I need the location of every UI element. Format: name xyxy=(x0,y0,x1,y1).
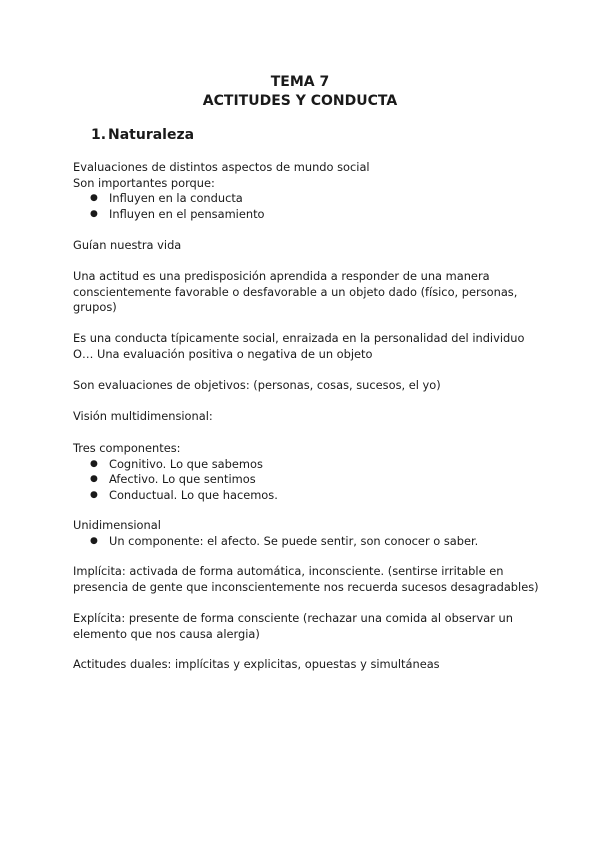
text-line: Unidimensional xyxy=(73,518,161,532)
paragraph-guian xyxy=(73,238,533,254)
paragraph-duales xyxy=(73,657,533,673)
list-item xyxy=(73,488,533,504)
list-item xyxy=(73,207,533,223)
text-line: Son evaluaciones de objetivos: (personas, cosas, sucesos, el yo) xyxy=(73,378,441,392)
bullet-icon: ● xyxy=(90,208,98,219)
bullet-icon: ● xyxy=(90,535,98,546)
text-line: elemento que nos causa alergia) xyxy=(73,626,260,641)
paragraph-explicita xyxy=(73,611,533,642)
text-line: Son importantes porque: xyxy=(73,175,215,190)
paragraph-intro xyxy=(73,160,533,222)
bullet-list xyxy=(73,191,533,222)
list-item-text: Cognitivo. Lo que sabemos xyxy=(109,456,263,471)
paragraph-implicita xyxy=(73,564,539,595)
paragraph-unidimensional xyxy=(73,518,533,549)
paragraph-conducta xyxy=(73,331,533,362)
list-item xyxy=(73,457,533,473)
bullet-list xyxy=(73,534,533,550)
document-title-line1: TEMA 7 xyxy=(270,74,330,90)
text-line: Evaluaciones de distintos aspectos de mundo social xyxy=(73,160,370,174)
text-line: Es una conducta típicamente social, enraizada en la personalidad del individuo xyxy=(73,331,525,345)
list-item-text: Conductual. Lo que hacemos. xyxy=(109,487,278,502)
bullet-icon: ● xyxy=(90,193,98,204)
text-line: Explícita: presente de forma consciente (rechazar una comida al observar un xyxy=(73,611,513,625)
paragraph-vision xyxy=(73,409,533,425)
text-line: Actitudes duales: implícitas y explicitas, opuestas y simultáneas xyxy=(73,657,440,671)
list-item xyxy=(73,472,533,488)
text-line: presencia de gente que inconscientemente nos recuerda sucesos desagradables) xyxy=(73,579,539,594)
bullet-icon: ● xyxy=(90,489,98,500)
list-item xyxy=(73,534,533,550)
list-item-text: Un componente: el afecto. Se puede sentir, son conocer o saber. xyxy=(109,533,479,548)
bullet-icon: ● xyxy=(90,474,98,485)
list-item-text: Afectivo. Lo que sentimos xyxy=(109,472,256,487)
section-heading xyxy=(91,126,194,144)
text-line: conscientemente favorable o desfavorable a un objeto dado (físico, personas, xyxy=(73,284,518,299)
section-number: 1. xyxy=(91,127,107,143)
text-line: Implícita: activada de forma automática, inconsciente. (sentirse irritable en xyxy=(73,564,504,578)
section-title: Naturaleza xyxy=(108,127,195,143)
paragraph-tres-componentes xyxy=(73,441,533,503)
text-line: Guían nuestra vida xyxy=(73,238,182,252)
text-line: Una actitud es una predisposición aprendida a responder de una manera xyxy=(73,269,490,283)
paragraph-actitud xyxy=(73,269,533,316)
list-item xyxy=(73,191,533,207)
paragraph-evaluaciones xyxy=(73,378,533,394)
document-title-line2: ACTITUDES Y CONDUCTA xyxy=(202,93,398,109)
bullet-list xyxy=(73,457,533,504)
list-item-text: Influyen en el pensamiento xyxy=(109,206,265,221)
text-line: Visión multidimensional: xyxy=(73,409,213,423)
list-item-text: Influyen en la conducta xyxy=(109,191,243,206)
bullet-icon: ● xyxy=(90,458,98,469)
text-line: grupos) xyxy=(73,300,117,315)
text-line: O… Una evaluación positiva o negativa de un objeto xyxy=(73,346,373,361)
text-line: Tres componentes: xyxy=(73,441,181,455)
